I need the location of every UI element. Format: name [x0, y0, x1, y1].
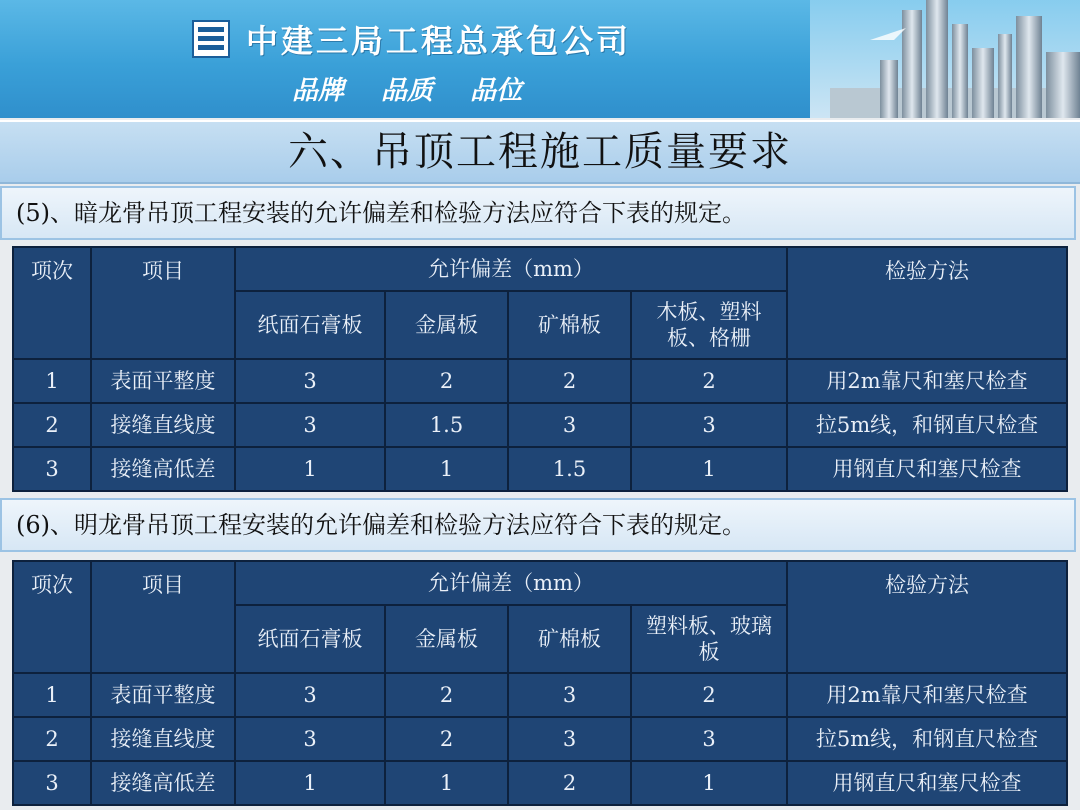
- skyline-image-icon: [810, 0, 1080, 118]
- table-row: [13, 717, 1067, 761]
- header-tolerance-group: 允许偏差（mm）: [235, 247, 787, 291]
- table-row: [13, 403, 1067, 447]
- row-method: 用钢直尺和塞尺检查: [787, 447, 1067, 491]
- col-header: 矿棉板: [508, 291, 631, 359]
- table-row: [13, 359, 1067, 403]
- row-method: 拉5m线，和钢直尺检查: [787, 403, 1067, 447]
- header-index: 项次: [13, 247, 91, 359]
- row-value: 3: [508, 673, 631, 717]
- row-value: 2: [508, 359, 631, 403]
- row-no: 1: [13, 673, 91, 717]
- section-5-caption: (5)、暗龙骨吊顶工程安装的允许偏差和检验方法应符合下表的规定。: [0, 186, 1076, 240]
- row-method: 拉5m线，和钢直尺检查: [787, 717, 1067, 761]
- table-row: [13, 673, 1067, 717]
- col-header: 木板、塑料板、格栅: [631, 291, 787, 359]
- col-header: 矿棉板: [508, 605, 631, 673]
- row-item: 表面平整度: [91, 359, 235, 403]
- row-value: 3: [235, 717, 385, 761]
- row-value: 2: [385, 359, 508, 403]
- row-value: 2: [385, 673, 508, 717]
- header-method: 检验方法: [787, 561, 1067, 673]
- col-header: 金属板: [385, 605, 508, 673]
- page-title-bar: [0, 120, 1080, 184]
- table-row: [13, 447, 1067, 491]
- row-value: 1: [385, 761, 508, 805]
- row-no: 2: [13, 717, 91, 761]
- header-index: 项次: [13, 561, 91, 673]
- row-no: 3: [13, 761, 91, 805]
- row-value: 3: [235, 673, 385, 717]
- header-method: 检验方法: [787, 247, 1067, 359]
- row-value: 2: [385, 717, 508, 761]
- company-name: 中建三局工程总承包公司: [246, 22, 632, 60]
- company-slogan: 品牌 品质 品位: [292, 76, 523, 106]
- header-item: 项目: [91, 561, 235, 673]
- row-value: 1: [235, 447, 385, 491]
- row-item: 接缝直线度: [91, 403, 235, 447]
- row-value: 1.5: [385, 403, 508, 447]
- header-tolerance-group: 允许偏差（mm）: [235, 561, 787, 605]
- row-no: 2: [13, 403, 91, 447]
- header-banner: [0, 0, 1080, 118]
- row-method: 用2m靠尺和塞尺检查: [787, 359, 1067, 403]
- row-value: 3: [631, 403, 787, 447]
- row-value: 3: [631, 717, 787, 761]
- table-exposed-keel: [12, 560, 1068, 806]
- table-row: [13, 761, 1067, 805]
- row-value: 1: [631, 447, 787, 491]
- row-value: 3: [508, 403, 631, 447]
- row-value: 2: [631, 359, 787, 403]
- col-header: 纸面石膏板: [235, 605, 385, 673]
- header-item: 项目: [91, 247, 235, 359]
- row-item: 接缝高低差: [91, 447, 235, 491]
- col-header: 纸面石膏板: [235, 291, 385, 359]
- row-value: 2: [631, 673, 787, 717]
- row-value: 1: [631, 761, 787, 805]
- row-item: 接缝直线度: [91, 717, 235, 761]
- col-header: 金属板: [385, 291, 508, 359]
- row-item: 表面平整度: [91, 673, 235, 717]
- page-title: 六、吊顶工程施工质量要求: [288, 129, 792, 175]
- row-value: 3: [508, 717, 631, 761]
- row-value: 1: [385, 447, 508, 491]
- row-value: 3: [235, 403, 385, 447]
- row-value: 1.5: [508, 447, 631, 491]
- col-header: 塑料板、玻璃板: [631, 605, 787, 673]
- row-no: 1: [13, 359, 91, 403]
- row-method: 用2m靠尺和塞尺检查: [787, 673, 1067, 717]
- row-item: 接缝高低差: [91, 761, 235, 805]
- row-value: 1: [235, 761, 385, 805]
- row-method: 用钢直尺和塞尺检查: [787, 761, 1067, 805]
- company-logo-icon: [192, 20, 230, 58]
- row-no: 3: [13, 447, 91, 491]
- row-value: 2: [508, 761, 631, 805]
- row-value: 3: [235, 359, 385, 403]
- table-concealed-keel: [12, 246, 1068, 492]
- section-6-caption: (6)、明龙骨吊顶工程安装的允许偏差和检验方法应符合下表的规定。: [0, 498, 1076, 552]
